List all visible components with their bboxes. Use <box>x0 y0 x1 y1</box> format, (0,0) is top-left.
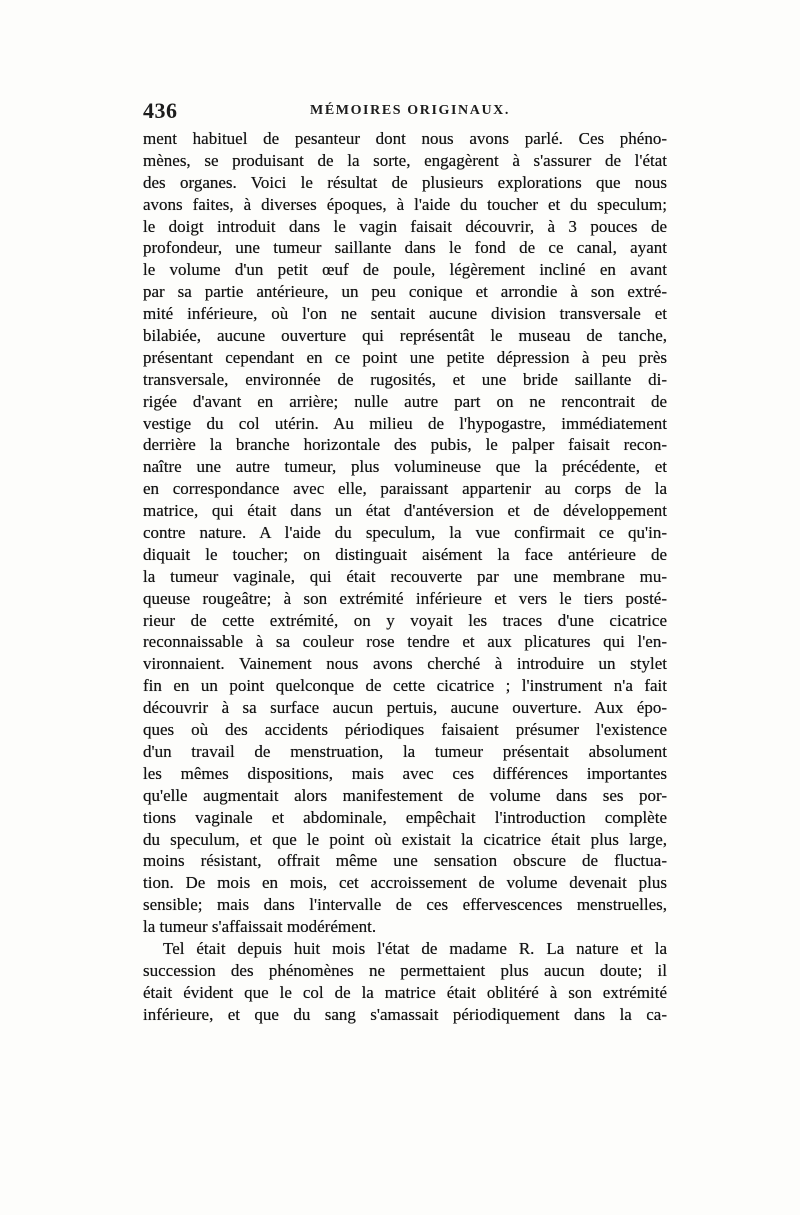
text-line: en correspondance avec elle, paraissant appartenir au corps de la <box>143 479 667 499</box>
text-line: vestige du col utérin. Au milieu de l'hypogastre, immédiatement <box>143 413 667 433</box>
text-line: ques où des accidents périodiques faisaient présumer l'existence <box>143 720 667 740</box>
running-head: MÉMOIRES ORIGINAUX. <box>310 103 510 118</box>
text-line: du speculum, et que le point où existait la cicatrice était plus large, <box>143 829 667 849</box>
text-line: la tumeur vaginale, qui était recouverte par une membrane mu- <box>143 566 667 586</box>
text-line: naître une autre tumeur, plus volumineuse que la précédente, et <box>143 457 667 477</box>
text-line: ment habituel de pesanteur dont nous avons parlé. Ces phéno- <box>143 129 667 148</box>
text-line: le doigt introduit dans le vagin faisait découvrir, à 3 pouces de <box>143 216 667 236</box>
text-line: vironnaient. Vainement nous avons cherché à introduire un stylet <box>143 654 667 674</box>
text-line: derrière la branche horizontale des pubis, le palper faisait recon- <box>143 435 667 455</box>
text-line: inférieure, et que du sang s'amassait périodiquement dans la ca- <box>143 1004 667 1024</box>
text-line: les mêmes dispositions, mais avec ces différences importantes <box>143 763 667 783</box>
paragraph-1 <box>143 128 667 938</box>
text-line: bilabiée, aucune ouverture qui représentât le museau de tanche, <box>143 326 667 346</box>
text-line: d'un travail de menstruation, la tumeur présentait absolument <box>143 741 667 761</box>
text-line: par sa partie antérieure, un peu conique et arrondie à son extré- <box>143 282 667 302</box>
body-text <box>143 128 667 1026</box>
page-number: 436 <box>143 98 178 123</box>
text-line: queuse rougeâtre; à son extrémité inférieure et vers le tiers posté- <box>143 588 667 608</box>
text-line: diquait le toucher; on distinguait aisément la face antérieure de <box>143 544 667 564</box>
text-line: tion. De mois en mois, cet accroissement de volume devenait plus <box>143 873 667 893</box>
text-line: le volume d'un petit œuf de poule, légèrement incliné en avant <box>143 260 667 280</box>
text-line: moins résistant, offrait même une sensation obscure de fluctua- <box>143 851 667 871</box>
text-line: présentant cependant en ce point une petite dépression à peu près <box>143 347 667 367</box>
text-line: reconnaissable à sa couleur rose tendre et aux plicatures qui l'en- <box>143 632 667 652</box>
text-line: était évident que le col de la matrice était oblitéré à son extrémité <box>143 982 667 1002</box>
text-line: mité inférieure, où l'on ne sentait aucune division transversale et <box>143 304 667 324</box>
text-line: tions vaginale et abdominale, empêchait l'introduction complète <box>143 807 667 827</box>
text-line: matrice, qui était dans un état d'antéversion et de développement <box>143 501 667 521</box>
text-line: sensible; mais dans l'intervalle de ces effervescences menstruelles, <box>143 895 667 915</box>
text-line: des organes. Voici le résultat de plusieurs explorations que nous <box>143 172 667 192</box>
text-line: la tumeur s'affaissait modérément. <box>143 917 377 937</box>
text-line: Tel était depuis huit mois l'état de madame R. La nature et la <box>163 938 667 958</box>
text-line: profondeur, une tumeur saillante dans le fond de ce canal, ayant <box>143 238 667 258</box>
page-header <box>140 98 670 128</box>
text-line: transversale, environnée de rugosités, et une bride saillante di- <box>143 369 667 389</box>
paragraph-2 <box>143 938 667 1026</box>
text-line: avons faites, à diverses époques, à l'aide du toucher et du speculum; <box>143 194 667 214</box>
text-line: découvrir à sa surface aucun pertuis, aucune ouverture. Aux épo- <box>143 698 667 718</box>
text-line: fin en un point quelconque de cette cicatrice ; l'instrument n'a fait <box>143 676 667 696</box>
text-line: rigée d'avant en arrière; nulle autre part on ne rencontrait de <box>143 391 667 411</box>
text-line: succession des phénomènes ne permettaient plus aucun doute; il <box>143 960 667 980</box>
text-line: qu'elle augmentait alors manifestement de volume dans ses por- <box>143 785 667 805</box>
text-line: contre nature. A l'aide du speculum, la vue confirmait ce qu'in- <box>143 523 667 543</box>
text-line: mènes, se produisant de la sorte, engagèrent à s'assurer de l'état <box>143 150 667 170</box>
text-line: rieur de cette extrémité, on y voyait les traces d'une cicatrice <box>143 610 667 630</box>
